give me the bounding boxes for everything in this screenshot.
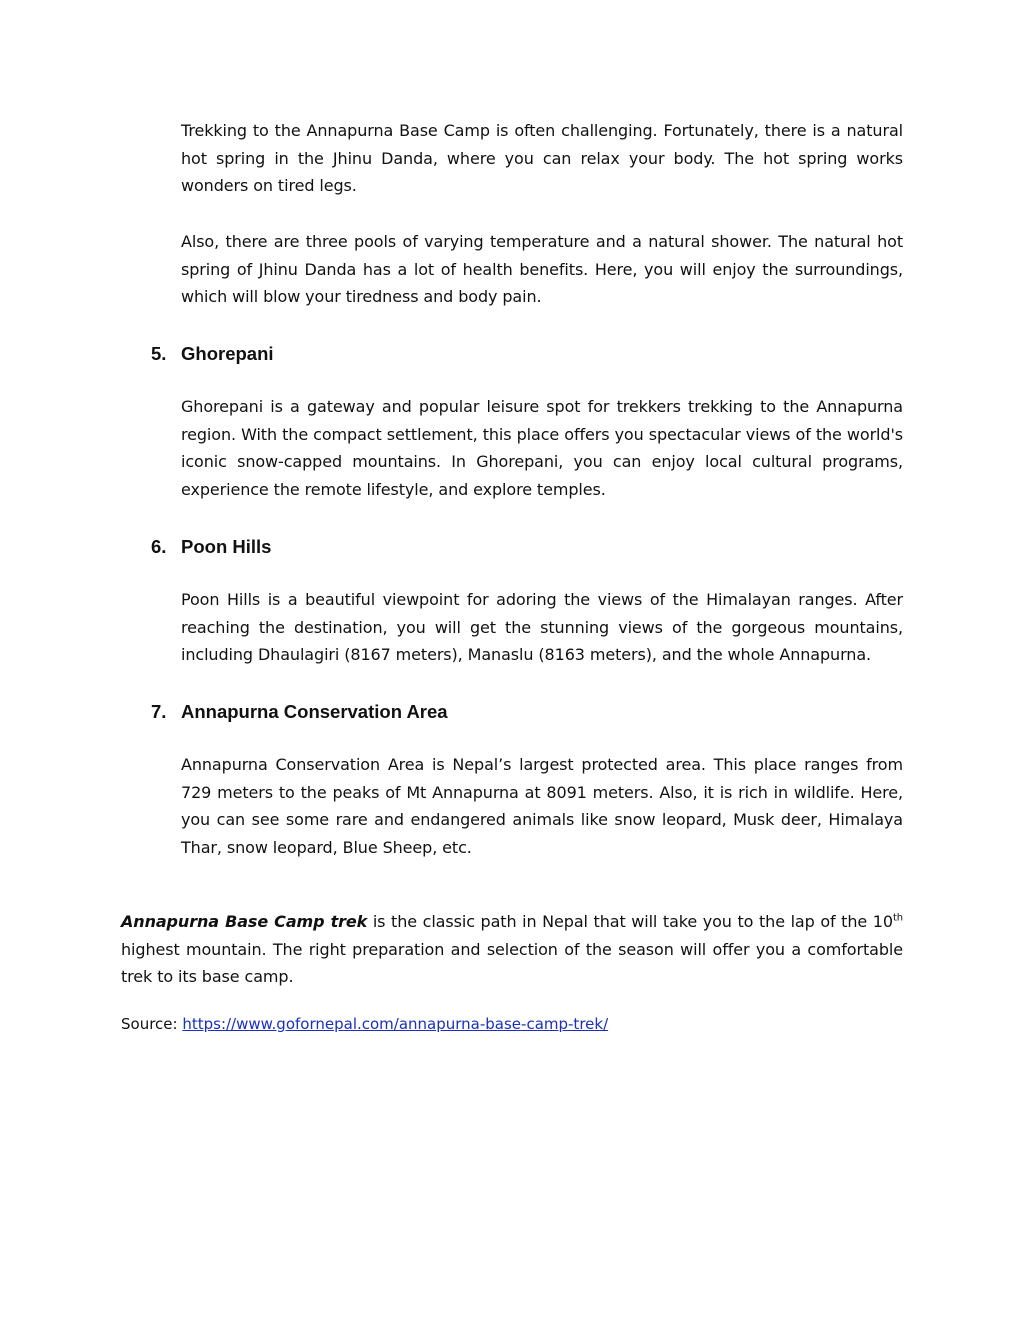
conclusion-text-2: highest mountain. The right preparation and selection of the season will offer you a comfortable trek to its base camp. bbox=[121, 939, 903, 987]
source-label: Source: bbox=[121, 1015, 183, 1033]
section-number: 5. bbox=[151, 343, 167, 364]
hot-spring-paragraph-1: Trekking to the Annapurna Base Camp is often challenging. Fortunately, there is a natural hot spring in the Jhinu Danda, where you can relax your body. The hot spring works wonders on tired legs. bbox=[181, 121, 903, 196]
section-title: Annapurna Conservation Area bbox=[181, 701, 448, 722]
ordinal-suffix: th bbox=[892, 912, 903, 924]
conclusion-paragraph bbox=[121, 908, 903, 991]
section-title: Ghorepani bbox=[181, 343, 274, 364]
conservation-area-paragraph: Annapurna Conservation Area is Nepal’s largest protected area. This place ranges from 729 meters to the peaks of Mt Annapurna at 8091 meters. Also, it is rich in wildlife. Here, you can see some rare and endangered animals like snow leopard, Musk deer, Himalaya Thar, snow leopard, Blue Sheep, etc. bbox=[181, 755, 903, 858]
section-heading-ghorepani bbox=[151, 342, 274, 366]
section-number: 7. bbox=[151, 701, 167, 722]
section-number: 6. bbox=[151, 536, 167, 557]
source-link[interactable]: https://www.gofornepal.com/annapurna-base-camp-trek/ bbox=[182, 1015, 609, 1033]
section-title: Poon Hills bbox=[181, 536, 272, 557]
section-heading-poon-hills bbox=[151, 535, 271, 559]
source-line bbox=[121, 1012, 608, 1036]
section-heading-conservation-area bbox=[151, 700, 448, 724]
conclusion-emphasis: Annapurna Base Camp trek bbox=[121, 912, 368, 931]
conclusion-text-1: is the classic path in Nepal that will take you to the lap of the 10 bbox=[367, 912, 893, 931]
hot-spring-paragraph-2: Also, there are three pools of varying temperature and a natural shower. The natural hot spring of Jhinu Danda has a lot of health benefits. Here, you will enjoy the surroundings, which will blow your tiredness and body pain. bbox=[181, 232, 903, 307]
ghorepani-paragraph: Ghorepani is a gateway and popular leisure spot for trekkers trekking to the Annapurna region. With the compact settlement, this place offers you spectacular views of the world's iconic snow-capped mountains. In Ghorepani, you can enjoy local cultural programs, experience the remote lifestyle, and explore temples. bbox=[181, 397, 903, 500]
poon-hills-paragraph: Poon Hills is a beautiful viewpoint for adoring the views of the Himalayan ranges. After reaching the destination, you will get the stunning views of the gorgeous mountains, including Dhaulagiri (8167 meters), Manaslu (8163 meters), and the whole Annapurna. bbox=[181, 590, 903, 665]
